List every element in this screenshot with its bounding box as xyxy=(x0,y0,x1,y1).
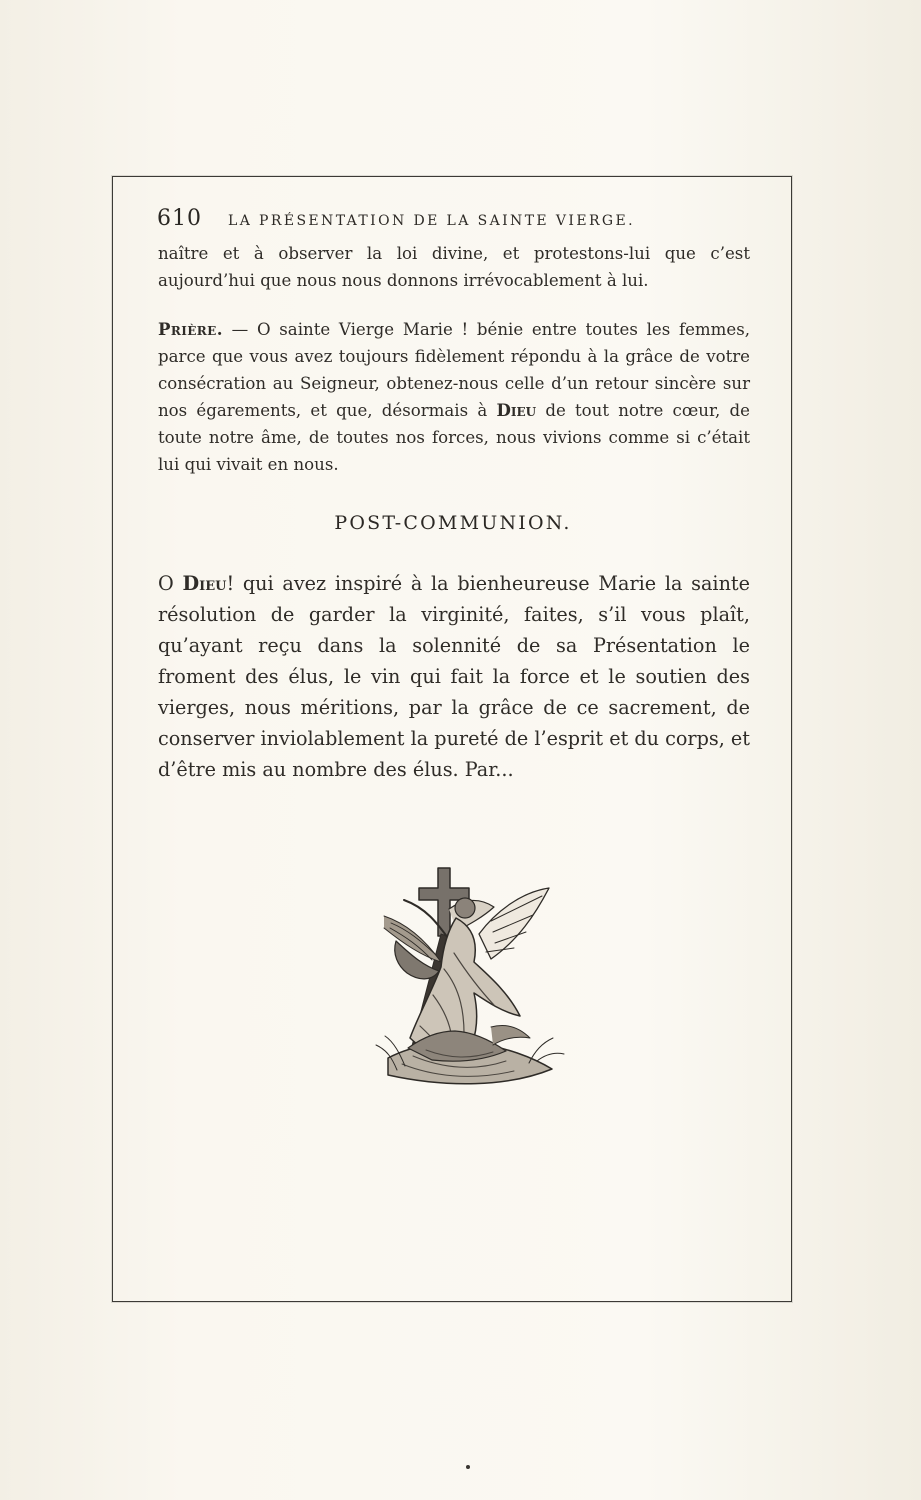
prayer-text-after-dieu: de tout notre cœur, de toute notre âme, de toutes nos forces, nous vivions comme si c’était lui qui vivait en nous. xyxy=(158,401,750,474)
prayer-dieu: Dieu xyxy=(496,400,537,420)
postcommunion-opening: O xyxy=(158,572,183,595)
postcommunion-text: ! qui avez inspiré à la bienheureuse Marie la sainte résolution de garder la virginité, faites, s’il vous plaît, qu’ayant reçu dans la solennité de sa Présentation le froment des élus, le vin qui fait la force et le soutien des vierges, nous méritions, par la grâce de ce sacrement, de conserver inviolablement la pureté de l’esprit et du corps, et d’être mis au nombre des élus. Par... xyxy=(158,572,750,781)
postcommunion-paragraph xyxy=(158,568,750,785)
angel-with-cross-engraving-icon xyxy=(346,850,566,1110)
printer-mark xyxy=(466,1465,470,1469)
page-header xyxy=(157,206,757,236)
postcommunion-dieu: Dieu xyxy=(182,572,227,595)
prayer-dash: — xyxy=(222,320,257,339)
section-title: POST-COMMUNION. xyxy=(334,512,572,534)
prayer-paragraph xyxy=(158,316,750,478)
intro-paragraph: naître et à observer la loi divine, et protestons-lui que c’est aujourd’hui que nous nous donnons irrévocablement à lui. xyxy=(158,244,750,290)
prayer-label: Prière. xyxy=(158,319,223,339)
prayer-text-before-dieu: O sainte Vierge Marie ! bénie entre toutes les femmes, parce que vous avez toujours fidèlement répondu à la grâce de votre consécration au Seigneur, obtenez-nous celle d’un retour sincère sur nos égarements, et que, désormais à xyxy=(158,320,750,420)
page-number: 610 xyxy=(157,206,202,231)
running-title: LA PRÉSENTATION DE LA SAINTE VIERGE. xyxy=(228,213,635,229)
